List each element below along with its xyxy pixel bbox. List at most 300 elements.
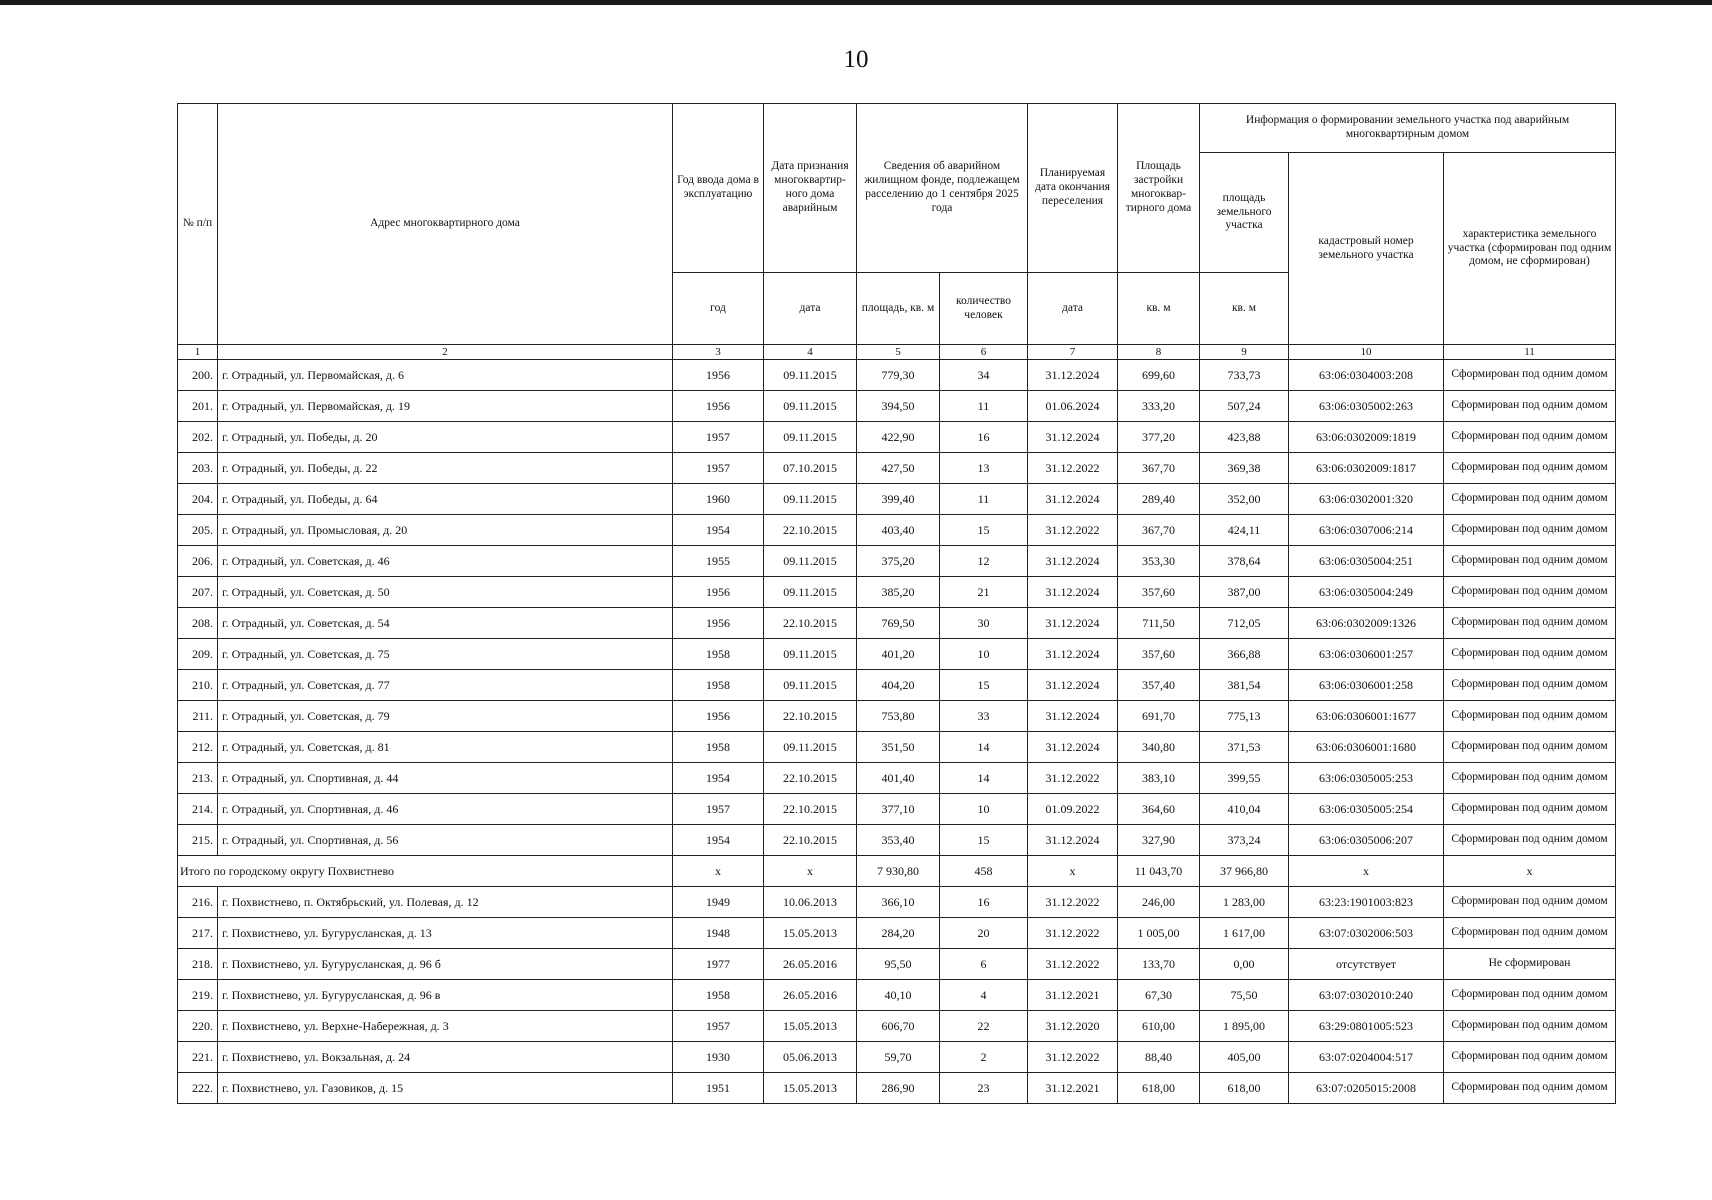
row-land-char: Сформирован под одним домом (1444, 391, 1616, 422)
row-year: 1957 (673, 422, 764, 453)
row-land-char: Сформирован под одним домом (1444, 608, 1616, 639)
row-recognition-date: 26.05.2016 (764, 980, 857, 1011)
row-building-area: 357,40 (1118, 670, 1200, 701)
row-planned-end: 31.12.2022 (1028, 1042, 1118, 1073)
row-people: 2 (940, 1042, 1028, 1073)
row-people: 30 (940, 608, 1028, 639)
row-recognition-date: 15.05.2013 (764, 1011, 857, 1042)
row-land-area: 733,73 (1200, 360, 1289, 391)
row-number: 216. (178, 887, 218, 918)
row-number: 209. (178, 639, 218, 670)
row-year: 1958 (673, 732, 764, 763)
row-planned-end: 31.12.2022 (1028, 918, 1118, 949)
row-land-char: Сформирован под одним домом (1444, 1073, 1616, 1104)
row-year: 1956 (673, 608, 764, 639)
row-year: 1960 (673, 484, 764, 515)
table-row (178, 732, 1616, 763)
row-number: 205. (178, 515, 218, 546)
row-planned-end: 31.12.2024 (1028, 732, 1118, 763)
row-land-area: 1 617,00 (1200, 918, 1289, 949)
row-building-area: 88,40 (1118, 1042, 1200, 1073)
row-address: г. Отрадный, ул. Первомайская, д. 19 (218, 391, 673, 422)
row-area: 401,20 (857, 639, 940, 670)
row-building-area: 353,30 (1118, 546, 1200, 577)
row-recognition-date: 09.11.2015 (764, 360, 857, 391)
row-number: 214. (178, 794, 218, 825)
row-recognition-date: 10.06.2013 (764, 887, 857, 918)
row-land-area: 352,00 (1200, 484, 1289, 515)
col-number: 4 (764, 345, 857, 360)
row-building-area: 699,60 (1118, 360, 1200, 391)
row-building-area: 357,60 (1118, 577, 1200, 608)
row-land-area: 381,54 (1200, 670, 1289, 701)
row-recognition-date: 22.10.2015 (764, 794, 857, 825)
row-cadastral: 63:06:0305005:253 (1289, 763, 1444, 794)
col-number: 9 (1200, 345, 1289, 360)
row-cadastral: 63:06:0306001:1677 (1289, 701, 1444, 732)
row-land-area: 410,04 (1200, 794, 1289, 825)
row-building-area: 383,10 (1118, 763, 1200, 794)
row-people: 15 (940, 515, 1028, 546)
col-number: 11 (1444, 345, 1616, 360)
row-planned-end: 31.12.2024 (1028, 670, 1118, 701)
row-people: 12 (940, 546, 1028, 577)
row-address: г. Отрадный, ул. Победы, д. 22 (218, 453, 673, 484)
row-number: 204. (178, 484, 218, 515)
row-address: г. Похвистнево, ул. Бугурусланская, д. 13 (218, 918, 673, 949)
row-land-char: Сформирован под одним домом (1444, 422, 1616, 453)
row-land-char: Не сформирован (1444, 949, 1616, 980)
total-cadastral: x (1289, 856, 1444, 887)
row-building-area: 367,70 (1118, 453, 1200, 484)
table-row (178, 887, 1616, 918)
row-building-area: 133,70 (1118, 949, 1200, 980)
row-area: 427,50 (857, 453, 940, 484)
row-recognition-date: 09.11.2015 (764, 670, 857, 701)
row-year: 1957 (673, 794, 764, 825)
top-border-rule (0, 0, 1712, 5)
row-building-area: 333,20 (1118, 391, 1200, 422)
row-recognition-date: 09.11.2015 (764, 639, 857, 670)
row-cadastral: 63:06:0302009:1817 (1289, 453, 1444, 484)
row-people: 13 (940, 453, 1028, 484)
row-land-char: Сформирован под одним домом (1444, 1011, 1616, 1042)
table-row (178, 701, 1616, 732)
row-land-area: 369,38 (1200, 453, 1289, 484)
table-row (178, 1011, 1616, 1042)
row-people: 16 (940, 887, 1028, 918)
row-people: 20 (940, 918, 1028, 949)
row-building-area: 610,00 (1118, 1011, 1200, 1042)
row-land-area: 399,55 (1200, 763, 1289, 794)
table-row (178, 980, 1616, 1011)
row-recognition-date: 09.11.2015 (764, 484, 857, 515)
col-number: 1 (178, 345, 218, 360)
row-area: 404,20 (857, 670, 940, 701)
row-land-area: 712,05 (1200, 608, 1289, 639)
table-row (178, 1073, 1616, 1104)
row-planned-end: 31.12.2024 (1028, 546, 1118, 577)
row-land-area: 373,24 (1200, 825, 1289, 856)
row-recognition-date: 09.11.2015 (764, 422, 857, 453)
row-recognition-date: 05.06.2013 (764, 1042, 857, 1073)
header-num: № п/п (178, 104, 218, 345)
row-planned-end: 31.12.2021 (1028, 980, 1118, 1011)
header-emergency-fund: Сведения об аварийном жилищном фонде, подлежащем расселению до 1 сентября 2025 года (857, 104, 1028, 273)
row-land-char: Сформирован под одним домом (1444, 670, 1616, 701)
row-recognition-date: 09.11.2015 (764, 732, 857, 763)
col-number: 6 (940, 345, 1028, 360)
row-area: 351,50 (857, 732, 940, 763)
row-cadastral: отсутствует (1289, 949, 1444, 980)
total-label: Итого по городскому округу Похвистнево (178, 856, 673, 887)
col-number: 3 (673, 345, 764, 360)
row-address: г. Отрадный, ул. Промысловая, д. 20 (218, 515, 673, 546)
row-year: 1977 (673, 949, 764, 980)
row-people: 34 (940, 360, 1028, 391)
row-address: г. Похвистнево, ул. Верхне-Набережная, д. 3 (218, 1011, 673, 1042)
row-people: 33 (940, 701, 1028, 732)
row-planned-end: 31.12.2020 (1028, 1011, 1118, 1042)
row-area: 422,90 (857, 422, 940, 453)
row-number: 201. (178, 391, 218, 422)
row-land-area: 371,53 (1200, 732, 1289, 763)
row-number: 215. (178, 825, 218, 856)
row-people: 14 (940, 732, 1028, 763)
header-cadastral: кадастровый номер земельного участка (1289, 153, 1444, 345)
row-people: 11 (940, 391, 1028, 422)
total-people: 458 (940, 856, 1028, 887)
col-number: 10 (1289, 345, 1444, 360)
row-cadastral: 63:06:0305006:207 (1289, 825, 1444, 856)
row-cadastral: 63:06:0305004:251 (1289, 546, 1444, 577)
row-area: 353,40 (857, 825, 940, 856)
row-address: г. Похвистнево, ул. Газовиков, д. 15 (218, 1073, 673, 1104)
header-recognition-date: Дата признания многоквартир-ного дома аварийным (764, 104, 857, 273)
row-planned-end: 31.12.2024 (1028, 608, 1118, 639)
row-recognition-date: 15.05.2013 (764, 1073, 857, 1104)
unit-people: количество человек (940, 273, 1028, 345)
row-building-area: 711,50 (1118, 608, 1200, 639)
row-year: 1955 (673, 546, 764, 577)
row-planned-end: 01.09.2022 (1028, 794, 1118, 825)
row-recognition-date: 22.10.2015 (764, 608, 857, 639)
row-land-char: Сформирован под одним домом (1444, 701, 1616, 732)
row-planned-end: 31.12.2022 (1028, 949, 1118, 980)
table-row (178, 639, 1616, 670)
row-land-char: Сформирован под одним домом (1444, 1042, 1616, 1073)
row-number: 207. (178, 577, 218, 608)
row-cadastral: 63:23:1901003:823 (1289, 887, 1444, 918)
table-row (178, 608, 1616, 639)
row-number: 208. (178, 608, 218, 639)
total-land-area: 37 966,80 (1200, 856, 1289, 887)
table-row (178, 1042, 1616, 1073)
row-address: г. Отрадный, ул. Советская, д. 81 (218, 732, 673, 763)
emergency-housing-table (177, 103, 1616, 1104)
row-year: 1951 (673, 1073, 764, 1104)
row-land-char: Сформирован под одним домом (1444, 360, 1616, 391)
table-row (178, 391, 1616, 422)
row-number: 200. (178, 360, 218, 391)
row-number: 212. (178, 732, 218, 763)
row-area: 377,10 (857, 794, 940, 825)
total-end: x (1028, 856, 1118, 887)
row-number: 217. (178, 918, 218, 949)
row-address: г. Похвистнево, ул. Вокзальная, д. 24 (218, 1042, 673, 1073)
row-planned-end: 01.06.2024 (1028, 391, 1118, 422)
row-people: 15 (940, 670, 1028, 701)
row-address: г. Отрадный, ул. Советская, д. 79 (218, 701, 673, 732)
row-area: 399,40 (857, 484, 940, 515)
table-row (178, 484, 1616, 515)
row-area: 385,20 (857, 577, 940, 608)
row-number: 202. (178, 422, 218, 453)
row-year: 1954 (673, 515, 764, 546)
row-area: 769,50 (857, 608, 940, 639)
row-people: 21 (940, 577, 1028, 608)
row-address: г. Отрадный, ул. Спортивная, д. 56 (218, 825, 673, 856)
row-building-area: 1 005,00 (1118, 918, 1200, 949)
header-planned-end: Планируемая дата окончания переселения (1028, 104, 1118, 273)
row-land-char: Сформирован под одним домом (1444, 732, 1616, 763)
row-area: 394,50 (857, 391, 940, 422)
row-year: 1958 (673, 980, 764, 1011)
row-area: 286,90 (857, 1073, 940, 1104)
row-land-char: Сформирован под одним домом (1444, 515, 1616, 546)
row-land-char: Сформирован под одним домом (1444, 980, 1616, 1011)
row-year: 1958 (673, 670, 764, 701)
row-area: 375,20 (857, 546, 940, 577)
row-people: 4 (940, 980, 1028, 1011)
row-planned-end: 31.12.2022 (1028, 453, 1118, 484)
row-year: 1957 (673, 1011, 764, 1042)
row-cadastral: 63:06:0306001:1680 (1289, 732, 1444, 763)
header-address: Адрес многоквартирного дома (218, 104, 673, 345)
row-area: 779,30 (857, 360, 940, 391)
row-cadastral: 63:06:0306001:258 (1289, 670, 1444, 701)
row-number: 220. (178, 1011, 218, 1042)
row-planned-end: 31.12.2024 (1028, 639, 1118, 670)
row-recognition-date: 22.10.2015 (764, 763, 857, 794)
row-address: г. Отрадный, ул. Победы, д. 20 (218, 422, 673, 453)
row-land-area: 424,11 (1200, 515, 1289, 546)
total-area: 7 930,80 (857, 856, 940, 887)
row-building-area: 340,80 (1118, 732, 1200, 763)
header-land-char: характеристика земельного участка (сформирован под одним домом, не сформирован) (1444, 153, 1616, 345)
row-area: 95,50 (857, 949, 940, 980)
row-land-area: 423,88 (1200, 422, 1289, 453)
row-land-area: 1 895,00 (1200, 1011, 1289, 1042)
row-land-char: Сформирован под одним домом (1444, 546, 1616, 577)
row-year: 1956 (673, 701, 764, 732)
unit-date-end: дата (1028, 273, 1118, 345)
row-year: 1957 (673, 453, 764, 484)
row-people: 16 (940, 422, 1028, 453)
row-land-area: 1 283,00 (1200, 887, 1289, 918)
unit-date: дата (764, 273, 857, 345)
table-row (178, 515, 1616, 546)
row-planned-end: 31.12.2024 (1028, 360, 1118, 391)
row-area: 403,40 (857, 515, 940, 546)
total-year: x (673, 856, 764, 887)
row-land-char: Сформирован под одним домом (1444, 577, 1616, 608)
row-building-area: 327,90 (1118, 825, 1200, 856)
header-land-area: площадь земельного участка (1200, 153, 1289, 273)
row-recognition-date: 22.10.2015 (764, 515, 857, 546)
row-cadastral: 63:06:0305004:249 (1289, 577, 1444, 608)
row-building-area: 67,30 (1118, 980, 1200, 1011)
row-land-area: 405,00 (1200, 1042, 1289, 1073)
row-land-area: 378,64 (1200, 546, 1289, 577)
row-year: 1956 (673, 577, 764, 608)
row-cadastral: 63:06:0307006:214 (1289, 515, 1444, 546)
row-address: г. Похвистнево, п. Октябрьский, ул. Полевая, д. 12 (218, 887, 673, 918)
row-land-area: 0,00 (1200, 949, 1289, 980)
header-land-info: Информация о формировании земельного участка под аварийным многоквартирным домом (1200, 104, 1616, 153)
row-recognition-date: 09.11.2015 (764, 546, 857, 577)
row-building-area: 377,20 (1118, 422, 1200, 453)
row-planned-end: 31.12.2022 (1028, 763, 1118, 794)
row-cadastral: 63:06:0302009:1819 (1289, 422, 1444, 453)
row-address: г. Отрадный, ул. Первомайская, д. 6 (218, 360, 673, 391)
row-cadastral: 63:06:0302001:320 (1289, 484, 1444, 515)
row-building-area: 246,00 (1118, 887, 1200, 918)
row-address: г. Отрадный, ул. Победы, д. 64 (218, 484, 673, 515)
row-address: г. Отрадный, ул. Советская, д. 75 (218, 639, 673, 670)
row-people: 6 (940, 949, 1028, 980)
header-year-built: Год ввода дома в эксплуатацию (673, 104, 764, 273)
table-row (178, 794, 1616, 825)
table-row (178, 763, 1616, 794)
row-planned-end: 31.12.2022 (1028, 887, 1118, 918)
row-land-area: 507,24 (1200, 391, 1289, 422)
row-recognition-date: 07.10.2015 (764, 453, 857, 484)
table-header (178, 104, 1616, 360)
col-number: 8 (1118, 345, 1200, 360)
table-row (178, 825, 1616, 856)
row-number: 221. (178, 1042, 218, 1073)
row-cadastral: 63:07:0302006:503 (1289, 918, 1444, 949)
total-building-area: 11 043,70 (1118, 856, 1200, 887)
row-address: г. Отрадный, ул. Советская, д. 54 (218, 608, 673, 639)
row-planned-end: 31.12.2024 (1028, 577, 1118, 608)
row-building-area: 364,60 (1118, 794, 1200, 825)
col-number: 5 (857, 345, 940, 360)
row-recognition-date: 15.05.2013 (764, 918, 857, 949)
row-year: 1958 (673, 639, 764, 670)
row-land-char: Сформирован под одним домом (1444, 763, 1616, 794)
row-number: 218. (178, 949, 218, 980)
row-number: 211. (178, 701, 218, 732)
row-planned-end: 31.12.2024 (1028, 422, 1118, 453)
col-number: 2 (218, 345, 673, 360)
row-address: г. Отрадный, ул. Советская, д. 50 (218, 577, 673, 608)
table-body (178, 360, 1616, 1104)
row-number: 219. (178, 980, 218, 1011)
table-row (178, 949, 1616, 980)
row-cadastral: 63:06:0304003:208 (1289, 360, 1444, 391)
row-people: 10 (940, 639, 1028, 670)
row-number: 213. (178, 763, 218, 794)
row-number: 222. (178, 1073, 218, 1104)
row-address: г. Отрадный, ул. Спортивная, д. 44 (218, 763, 673, 794)
table-row (178, 422, 1616, 453)
row-building-area: 691,70 (1118, 701, 1200, 732)
row-cadastral: 63:06:0305002:263 (1289, 391, 1444, 422)
row-cadastral: 63:07:0205015:2008 (1289, 1073, 1444, 1104)
row-land-char: Сформирован под одним домом (1444, 639, 1616, 670)
row-cadastral: 63:07:0204004:517 (1289, 1042, 1444, 1073)
row-year: 1956 (673, 391, 764, 422)
row-area: 366,10 (857, 887, 940, 918)
unit-sqm-land: кв. м (1200, 273, 1289, 345)
row-year: 1948 (673, 918, 764, 949)
row-recognition-date: 09.11.2015 (764, 577, 857, 608)
row-recognition-date: 09.11.2015 (764, 391, 857, 422)
row-area: 606,70 (857, 1011, 940, 1042)
row-cadastral: 63:06:0302009:1326 (1289, 608, 1444, 639)
row-year: 1949 (673, 887, 764, 918)
row-recognition-date: 22.10.2015 (764, 825, 857, 856)
row-number: 210. (178, 670, 218, 701)
row-people: 14 (940, 763, 1028, 794)
row-area: 284,20 (857, 918, 940, 949)
table-row (178, 453, 1616, 484)
row-people: 11 (940, 484, 1028, 515)
row-address: г. Отрадный, ул. Спортивная, д. 46 (218, 794, 673, 825)
row-building-area: 289,40 (1118, 484, 1200, 515)
row-building-area: 367,70 (1118, 515, 1200, 546)
row-building-area: 357,60 (1118, 639, 1200, 670)
row-recognition-date: 26.05.2016 (764, 949, 857, 980)
page-number: 10 (843, 46, 869, 73)
row-planned-end: 31.12.2024 (1028, 701, 1118, 732)
row-land-char: Сформирован под одним домом (1444, 918, 1616, 949)
column-numbers-row (178, 345, 1616, 360)
row-area: 401,40 (857, 763, 940, 794)
unit-year: год (673, 273, 764, 345)
table-row (178, 577, 1616, 608)
table-row (178, 918, 1616, 949)
row-planned-end: 31.12.2024 (1028, 825, 1118, 856)
total-land-char: x (1444, 856, 1616, 887)
unit-sqm: кв. м (1118, 273, 1200, 345)
row-land-area: 387,00 (1200, 577, 1289, 608)
row-land-char: Сформирован под одним домом (1444, 794, 1616, 825)
row-area: 59,70 (857, 1042, 940, 1073)
row-land-char: Сформирован под одним домом (1444, 484, 1616, 515)
table-row (178, 670, 1616, 701)
row-year: 1954 (673, 825, 764, 856)
total-date: x (764, 856, 857, 887)
row-year: 1956 (673, 360, 764, 391)
row-land-area: 618,00 (1200, 1073, 1289, 1104)
row-land-area: 366,88 (1200, 639, 1289, 670)
row-planned-end: 31.12.2022 (1028, 515, 1118, 546)
total-row (178, 856, 1616, 887)
row-planned-end: 31.12.2021 (1028, 1073, 1118, 1104)
row-planned-end: 31.12.2024 (1028, 484, 1118, 515)
row-people: 15 (940, 825, 1028, 856)
row-address: г. Похвистнево, ул. Бугурусланская, д. 96 в (218, 980, 673, 1011)
row-area: 753,80 (857, 701, 940, 732)
row-building-area: 618,00 (1118, 1073, 1200, 1104)
row-cadastral: 63:29:0801005:523 (1289, 1011, 1444, 1042)
unit-area: площадь, кв. м (857, 273, 940, 345)
table-row (178, 360, 1616, 391)
row-recognition-date: 22.10.2015 (764, 701, 857, 732)
